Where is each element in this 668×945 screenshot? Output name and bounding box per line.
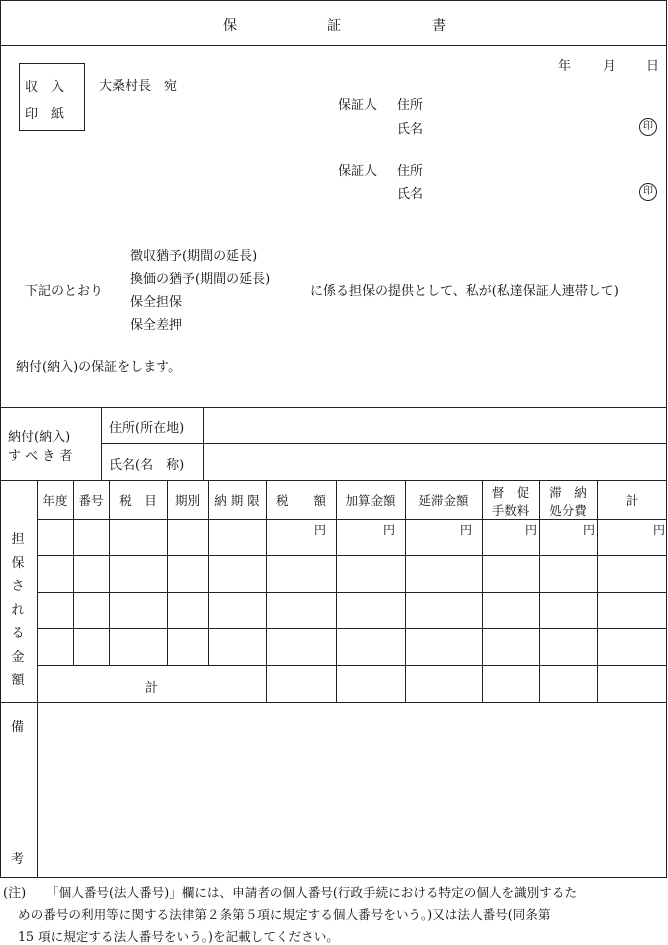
yen-unit: 円 [653, 523, 666, 537]
payer-divider-2 [203, 407, 204, 480]
guarantor-2-name-label: 氏名 [397, 187, 424, 202]
guarantor-1-name-label: 氏名 [397, 122, 424, 137]
date-year: 年 [558, 59, 572, 74]
remarks-char-2: 考 [11, 852, 25, 867]
payer-mid-line [101, 443, 667, 444]
seal-mark-icon: 印 [639, 118, 657, 136]
date-month: 月 [603, 59, 617, 74]
option-2: 換価の猶予(期間の延長) [130, 272, 271, 287]
title-char-1: 保 [223, 18, 237, 34]
header-disposition-1: 滞 納 [549, 485, 587, 500]
payer-label-1: 納付(納入) [8, 430, 71, 445]
guarantor-2-label: 保証人 [338, 164, 378, 179]
note-prefix: (注) [3, 886, 27, 901]
stamp-label-1: 収 入 [25, 80, 65, 95]
guarantor-1-address-label: 住所 [397, 98, 424, 113]
note-line-1: 「個人番号(法人番号)」欄には、申請者の個人番号(行政手続における特定の個人を識別するた [46, 885, 578, 900]
amount-row-line [37, 628, 667, 629]
payer-label-2: す べ き 者 [8, 449, 73, 464]
body-closing: 納付(納入)の保証をします。 [16, 360, 182, 375]
yen-unit: 円 [525, 523, 538, 537]
guarantor-1-label: 保証人 [338, 98, 378, 113]
note-line-2: めの番号の利用等に関する法律第２条第５項に規定する個人番号をいう。)又は法人番号(同条第 [18, 907, 551, 922]
option-1: 徴収猶予(期間の延長) [130, 249, 258, 264]
guarantor-2-address-label: 住所 [397, 164, 424, 179]
amount-col-line [37, 480, 38, 702]
remarks-char-1: 備 [11, 720, 25, 735]
amount-row-line [37, 592, 667, 593]
amount-col-line [266, 480, 267, 702]
yen-unit: 円 [460, 523, 473, 537]
header-tax-amount: 税 額 [275, 493, 326, 508]
option-3: 保全担保 [130, 295, 183, 310]
payer-name-label: 氏名(名 称) [109, 458, 185, 473]
payer-bottom-line [0, 480, 667, 481]
title-divider [0, 45, 667, 46]
header-total: 計 [625, 493, 639, 508]
stamp-label-2: 印 紙 [25, 107, 65, 122]
header-period: 期別 [174, 493, 200, 508]
amount-side-label: 担 保 さ れ る 金 額 [11, 532, 25, 688]
payer-divider-1 [101, 407, 102, 480]
header-demand-2: 手数料 [491, 503, 530, 518]
body-suffix: に係る担保の提供として、私が(私達保証人連帯して) [310, 284, 619, 299]
header-disposition-2: 処分費 [549, 503, 587, 518]
header-number: 番号 [78, 493, 104, 508]
amount-row-line [37, 555, 667, 556]
yen-unit: 円 [314, 523, 327, 537]
title-char-2: 証 [327, 18, 341, 34]
amount-col-line [597, 480, 598, 702]
title-char-3: 書 [432, 18, 446, 34]
date-day: 日 [646, 59, 660, 74]
header-demand-1: 督 促 [491, 485, 530, 500]
payer-address-label: 住所(所在地) [109, 421, 185, 436]
remarks-area[interactable] [38, 703, 666, 877]
option-4: 保全差押 [130, 318, 183, 333]
addressee: 大桑村長 宛 [99, 79, 178, 94]
header-due-date: 納 期 限 [214, 493, 260, 508]
header-year: 年度 [42, 493, 68, 508]
header-delinquency: 延滞金額 [418, 493, 469, 508]
yen-unit: 円 [583, 523, 596, 537]
seal-mark-icon: 印 [639, 183, 657, 201]
amount-row-line [37, 665, 667, 666]
amount-col-line [336, 480, 337, 702]
header-additional: 加算金額 [345, 493, 396, 508]
amount-header-line [37, 519, 667, 520]
amount-col-line [405, 480, 406, 702]
yen-unit: 円 [383, 523, 396, 537]
body-prefix: 下記のとおり [25, 284, 104, 299]
header-tax-item: 税 目 [119, 493, 157, 508]
note-line-3: 15 項に規定する法人番号をいう。)を記載してください。 [18, 929, 339, 944]
total-row-label: 計 [145, 681, 159, 696]
